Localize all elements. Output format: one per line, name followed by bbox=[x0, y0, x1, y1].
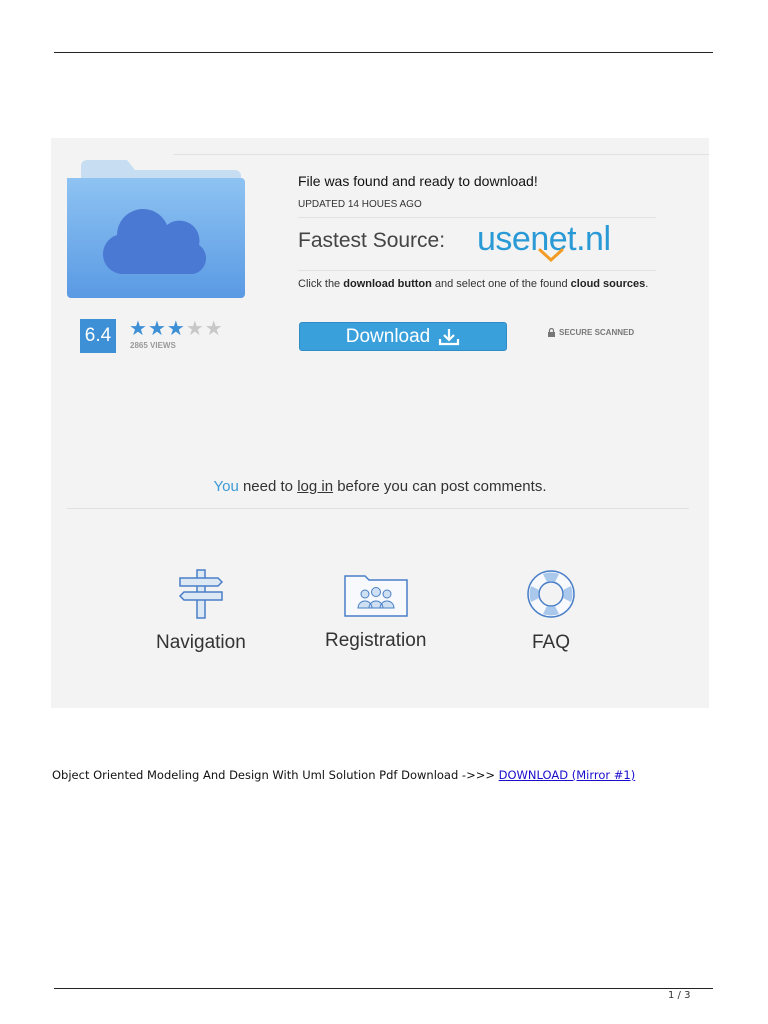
divider bbox=[298, 270, 656, 271]
download-icon bbox=[438, 328, 460, 346]
star-icon: ★ bbox=[147, 316, 167, 340]
top-rule bbox=[54, 52, 713, 53]
instruction-text: Click the download button and select one of the found cloud sources. bbox=[298, 278, 649, 290]
divider bbox=[298, 217, 656, 218]
star-icon: ★ bbox=[204, 316, 224, 340]
faq-link[interactable]: FAQ bbox=[525, 568, 577, 654]
download-panel bbox=[51, 138, 709, 708]
cloud-folder-icon bbox=[63, 156, 245, 298]
usenet-logo: usenet.nl bbox=[477, 220, 611, 258]
navigation-link[interactable]: Navigation bbox=[156, 568, 246, 654]
bottom-rule bbox=[54, 988, 713, 989]
download-button-label: Download bbox=[345, 325, 431, 347]
star-rating bbox=[129, 318, 224, 338]
secure-scanned-badge: SECURE SCANNED bbox=[548, 328, 634, 337]
lock-icon bbox=[548, 328, 555, 337]
signpost-icon bbox=[176, 568, 226, 620]
found-title: File was found and ready to download! bbox=[298, 173, 538, 189]
check-icon bbox=[538, 248, 564, 262]
login-link[interactable]: log in bbox=[297, 478, 334, 495]
download-button[interactable] bbox=[299, 322, 507, 351]
star-icon: ★ bbox=[185, 316, 205, 340]
page-number: 1 / 3 bbox=[668, 990, 691, 1001]
fastest-source-label: Fastest Source: bbox=[298, 229, 446, 252]
star-icon: ★ bbox=[129, 316, 148, 340]
view-count: 2865 VIEWS bbox=[130, 341, 176, 350]
updated-time: UPDATED 14 HOUES AGO bbox=[298, 199, 422, 210]
login-prompt: You need to log in before you can post comments. bbox=[213, 478, 547, 495]
star-icon: ★ bbox=[166, 316, 186, 340]
lifebuoy-icon bbox=[525, 568, 577, 620]
panel-divider bbox=[173, 154, 709, 155]
group-folder-icon bbox=[343, 568, 409, 618]
download-mirror-link[interactable]: DOWNLOAD (Mirror #1) bbox=[498, 768, 636, 782]
document-text: Object Oriented Modeling And Design With Uml Solution Pdf Download ->>> DOWNLOAD (Mirror #1) bbox=[52, 768, 636, 782]
divider bbox=[67, 508, 689, 509]
registration-link[interactable]: Registration bbox=[325, 568, 426, 652]
rating-score: 6.4 bbox=[80, 319, 116, 353]
